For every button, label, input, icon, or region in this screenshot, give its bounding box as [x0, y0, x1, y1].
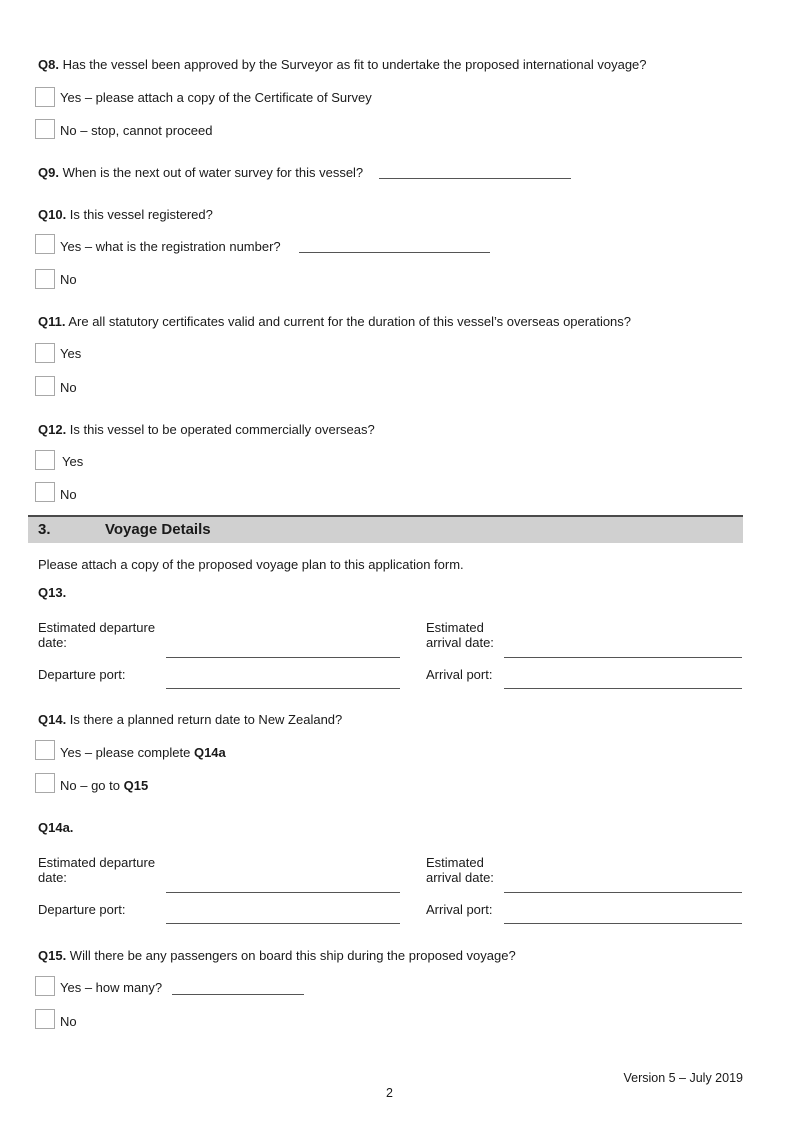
label-line: Estimated departure [38, 855, 156, 870]
question-text: Is there a planned return date to New Zealand? [66, 712, 343, 727]
label-line: Estimated [426, 855, 484, 870]
q8-yes-checkbox[interactable] [35, 87, 55, 107]
label-line: date: [38, 635, 67, 650]
question-number: Q14. [38, 712, 67, 727]
q14-no-label [60, 778, 148, 793]
q15-no-label: No [60, 1014, 77, 1029]
q12-no-checkbox[interactable] [35, 482, 55, 502]
q8-no-label: No – stop, cannot proceed [60, 123, 213, 138]
label-line: Estimated [426, 620, 484, 635]
q9-answer-field[interactable] [379, 178, 571, 179]
question-q9 [38, 165, 363, 180]
q14a-departure-date-label [38, 855, 155, 885]
q14a-departure-port-field[interactable] [166, 923, 400, 924]
section-title: Voyage Details [105, 521, 211, 538]
q14a-arrival-date-field[interactable] [504, 892, 742, 893]
label-line: arrival date: [426, 635, 494, 650]
registration-number-field[interactable] [299, 252, 490, 253]
q12-yes-checkbox[interactable] [35, 450, 55, 470]
question-text: Is this vessel to be operated commercially overseas? [66, 422, 375, 437]
q13-departure-port-field[interactable] [166, 688, 400, 689]
q14a-departure-date-field[interactable] [166, 892, 400, 893]
q8-yes-label: Yes – please attach a copy of the Certificate of Survey [60, 90, 372, 105]
q10-yes-label: Yes – what is the registration number? [60, 239, 281, 254]
question-q13: Q13. [38, 585, 67, 600]
q13-arrival-port-field[interactable] [504, 688, 742, 689]
question-text: Will there be any passengers on board this ship during the proposed voyage? [66, 948, 516, 963]
version-footer: Version 5 – July 2019 [623, 1071, 743, 1085]
question-text: Is this vessel registered? [66, 207, 213, 222]
q13-arrival-date-field[interactable] [504, 657, 742, 658]
q11-yes-checkbox[interactable] [35, 343, 55, 363]
label-line: date: [38, 870, 67, 885]
q11-no-checkbox[interactable] [35, 376, 55, 396]
option-text: No – go to [60, 778, 124, 793]
question-q8 [38, 57, 647, 72]
question-number: Q8. [38, 57, 59, 72]
q14a-arrival-port-label: Arrival port: [426, 902, 493, 917]
question-number: Q9. [38, 165, 59, 180]
question-q14 [38, 712, 342, 727]
question-q11 [38, 314, 631, 329]
q11-no-label: No [60, 380, 77, 395]
question-q14a: Q14a. [38, 820, 74, 835]
question-number: Q10. [38, 207, 67, 222]
q13-departure-date-field[interactable] [166, 657, 400, 658]
q14-yes-checkbox[interactable] [35, 740, 55, 760]
question-text: Has the vessel been approved by the Surveyor as fit to undertake the proposed international voyage? [58, 57, 647, 72]
q15-no-checkbox[interactable] [35, 1009, 55, 1029]
q12-yes-label: Yes [62, 454, 84, 469]
q13-arrival-port-label: Arrival port: [426, 667, 493, 682]
q14-no-checkbox[interactable] [35, 773, 55, 793]
q15-yes-label: Yes – how many? [60, 980, 163, 995]
q14a-arrival-date-label [426, 855, 494, 885]
question-q10 [38, 207, 213, 222]
section-number: 3. [38, 521, 51, 538]
q8-no-checkbox[interactable] [35, 119, 55, 139]
q14a-arrival-port-field[interactable] [504, 923, 742, 924]
question-reference: Q14a [193, 745, 226, 760]
label-line: arrival date: [426, 870, 494, 885]
q14-yes-label [60, 745, 226, 760]
q10-no-checkbox[interactable] [35, 269, 55, 289]
q15-yes-checkbox[interactable] [35, 976, 55, 996]
section-header-voyage-details [28, 515, 743, 543]
question-q12 [38, 422, 375, 437]
question-number: Q15. [38, 948, 67, 963]
q11-yes-label: Yes [60, 346, 82, 361]
option-text: Yes – please complete [60, 745, 194, 760]
q13-departure-date-label [38, 620, 155, 650]
q13-arrival-date-label [426, 620, 494, 650]
page-number: 2 [386, 1086, 393, 1100]
question-number: Q11. [38, 314, 66, 329]
label-line: Estimated departure [38, 620, 156, 635]
q13-departure-port-label: Departure port: [38, 667, 126, 682]
q12-no-label: No [60, 487, 77, 502]
passenger-count-field[interactable] [172, 994, 304, 995]
section-intro: Please attach a copy of the proposed voyage plan to this application form. [38, 557, 464, 572]
question-text: When is the next out of water survey for this vessel? [58, 165, 364, 180]
q14a-departure-port-label: Departure port: [38, 902, 126, 917]
question-number: Q12. [38, 422, 67, 437]
q10-no-label: No [60, 272, 77, 287]
question-text: Are all statutory certificates valid and current for the duration of this vessel’s overseas operations? [65, 314, 632, 329]
q10-yes-checkbox[interactable] [35, 234, 55, 254]
question-reference: Q15 [123, 778, 149, 793]
question-q15 [38, 948, 516, 963]
